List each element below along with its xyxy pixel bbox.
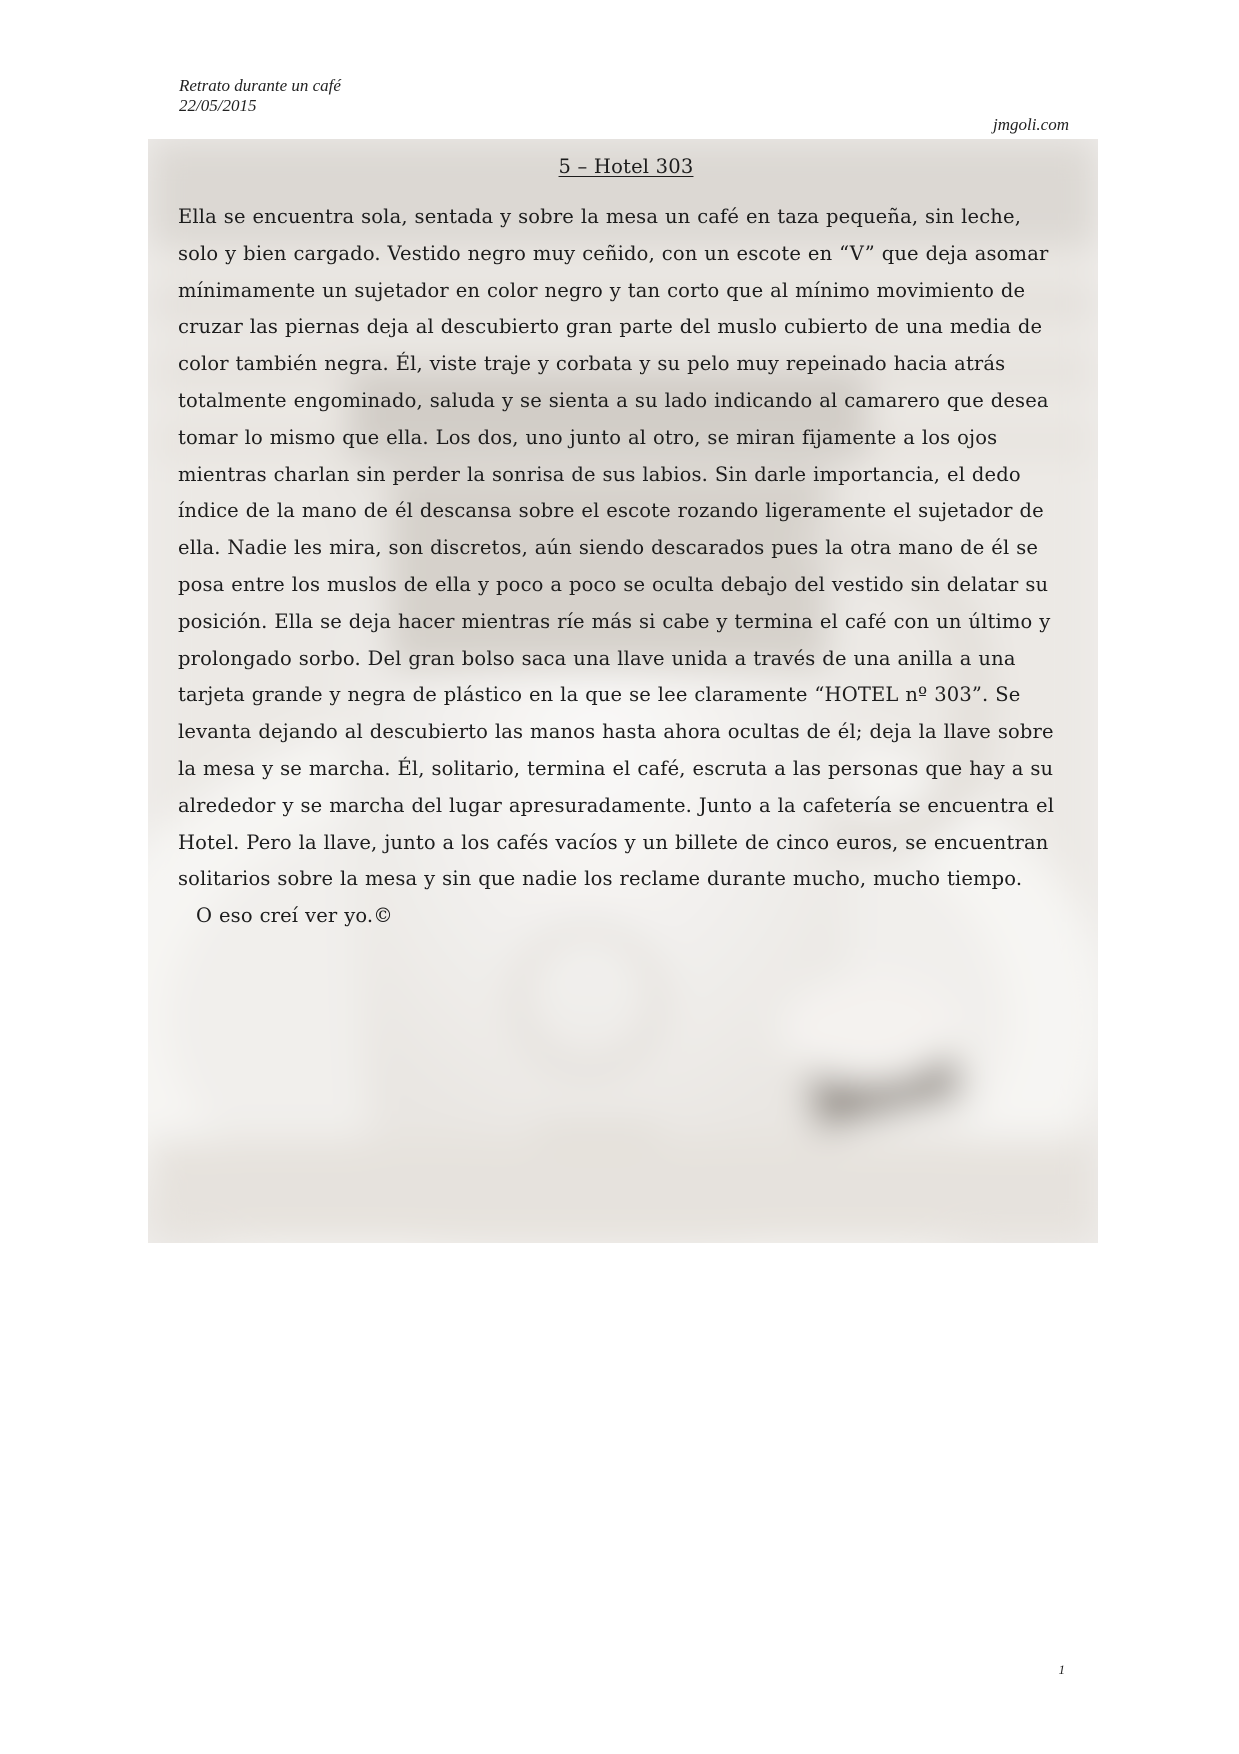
story-paragraph xyxy=(178,199,1074,935)
story-line: totalmente engominado, saluda y se sienta a su lado indicando al camarero que desea xyxy=(178,388,1049,412)
document-header xyxy=(179,76,341,116)
page-number: 1 xyxy=(1058,1662,1065,1677)
story-line: tomar lo mismo que ella. Los dos, uno junto al otro, se miran fijamente a los ojos xyxy=(178,425,998,449)
story-line: la mesa y se marcha. Él, solitario, termina el café, escruta a las personas que hay a su xyxy=(178,756,1054,780)
story-line: posición. Ella se deja hacer mientras ríe más si cabe y termina el café con un último y xyxy=(178,609,1051,633)
chapter-title: 5 – Hotel 303 xyxy=(558,155,694,178)
story-line: levanta dejando al descubierto las manos hasta ahora ocultas de él; deja la llave sobre xyxy=(178,720,1054,744)
story-line: Ella se encuentra sola, sentada y sobre la mesa un café en taza pequeña, sin leche, xyxy=(178,205,1022,228)
story-line: índice de la mano de él descansa sobre el escote rozando ligeramente el sujetador de xyxy=(178,499,1044,523)
document-title: Retrato durante un café xyxy=(179,76,341,95)
closing-line: O eso creí ver yo.© xyxy=(196,904,393,928)
story-line: posa entre los muslos de ella y poco a poco se oculta debajo del vestido sin delatar su xyxy=(178,572,1049,596)
story-line: ella. Nadie les mira, son discretos, aún siendo descarados pues la otra mano de él se xyxy=(178,536,1039,560)
story-line: mínimamente un sujetador en color negro y tan corto que al mínimo movimiento de xyxy=(178,278,1026,302)
story-line: Hotel. Pero la llave, junto a los cafés vacíos y un billete de cinco euros, se encuentran xyxy=(178,830,1049,854)
chapter-content xyxy=(178,139,1074,935)
story-line: solitarios sobre la mesa y sin que nadie los reclame durante mucho, mucho tiempo. xyxy=(178,867,1023,891)
story-line: prolongado sorbo. Del gran bolso saca una llave unida a través de una anilla a una xyxy=(178,646,1016,670)
coffee-photo-panel xyxy=(148,139,1098,1243)
document-date: 22/05/2015 xyxy=(179,96,257,115)
story-line: tarjeta grande y negra de plástico en la que se lee claramente “HOTEL nº 303”. Se xyxy=(178,683,1021,707)
story-line: mientras charlan sin perder la sonrisa de sus labios. Sin darle importancia, el dedo xyxy=(178,462,1021,486)
story-line: solo y bien cargado. Vestido negro muy ceñido, con un escote en “V” que deja asomar xyxy=(178,241,1049,265)
story-line: cruzar las piernas deja al descubierto gran parte del muslo cubierto de una media de xyxy=(178,315,1043,339)
site-name: jmgoli.com xyxy=(992,115,1069,134)
story-line: color también negra. Él, viste traje y corbata y su pelo muy repeinado hacia atrás xyxy=(178,352,1006,376)
story-line: alrededor y se marcha del lugar apresuradamente. Junto a la cafetería se encuentra el xyxy=(178,793,1055,817)
